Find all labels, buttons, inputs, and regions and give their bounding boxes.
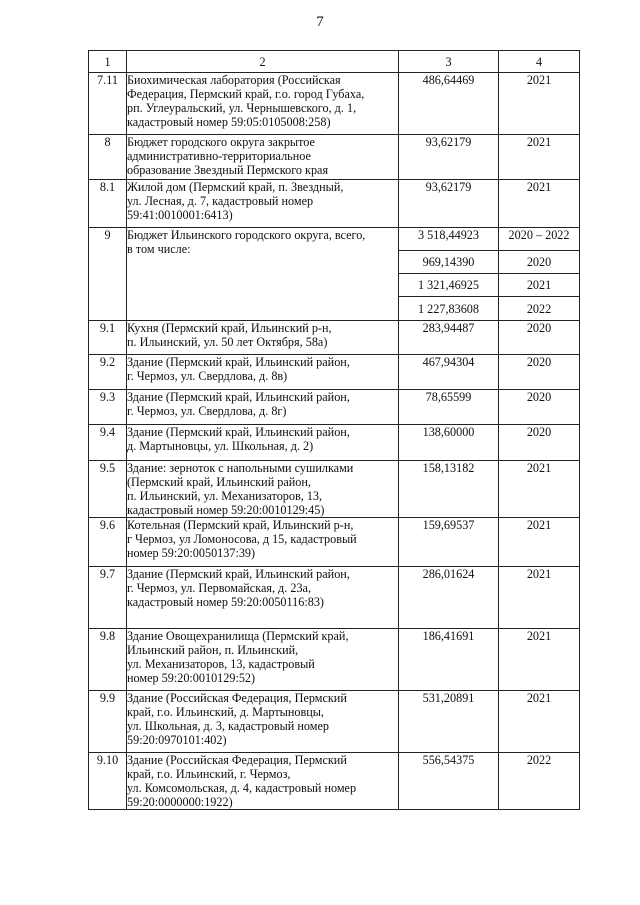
description-line: кадастровый номер 59:20:0050116:83)	[127, 595, 324, 609]
table-row	[89, 518, 580, 567]
description-line: Здание Овощехранилища (Пермский край,	[127, 629, 349, 643]
row-number: 8	[89, 135, 127, 180]
description-line: г. Чермоз, ул. Свердлова, д. 8г)	[127, 404, 287, 418]
description-line: 59:20:0970101:402)	[127, 733, 227, 747]
row-year: 2021	[499, 629, 580, 691]
row-description	[127, 390, 399, 425]
row-description	[127, 567, 399, 629]
description-line: ул. Механизаторов, 13, кадастровый	[127, 657, 315, 671]
description-line: ул. Школьная, д. 3, кадастровый номер	[127, 719, 329, 733]
row-number: 9.2	[89, 355, 127, 390]
table-row	[89, 73, 580, 135]
table-row	[89, 691, 580, 753]
row-amount: 467,94304	[399, 355, 499, 390]
row-amount: 3 518,44923	[399, 228, 499, 251]
row-description	[127, 73, 399, 135]
row-number: 9.5	[89, 461, 127, 518]
data-table	[88, 50, 580, 810]
description-line: административно-территориальное	[127, 149, 311, 163]
sub-year: 2020	[499, 251, 580, 274]
row-year: 2022	[499, 753, 580, 810]
description-line: Бюджет Ильинского городского округа, всего,	[127, 228, 366, 242]
table-row	[89, 461, 580, 518]
sub-amount: 1 321,46925	[399, 274, 499, 297]
description-line: д. Мартыновцы, ул. Школьная, д. 2)	[127, 439, 314, 453]
description-line: г. Чермоз, ул. Свердлова, д. 8в)	[127, 369, 288, 383]
description-line: п. Ильинский, ул. 50 лет Октября, 58а)	[127, 335, 328, 349]
row-amount: 486,64469	[399, 73, 499, 135]
sub-amount: 1 227,83608	[399, 297, 499, 321]
description-line: ул. Лесная, д. 7, кадастровый номер	[127, 194, 314, 208]
row-amount: 93,62179	[399, 135, 499, 180]
description-line: в том числе:	[127, 242, 191, 256]
description-line: Биохимическая лаборатория (Российская	[127, 73, 341, 87]
table-row	[89, 135, 580, 180]
description-line: номер 59:20:0050137:39)	[127, 546, 256, 560]
description-line: рп. Углеуральский, ул. Чернышевского, д. 1,	[127, 101, 357, 115]
description-line: п. Ильинский, ул. Механизаторов, 13,	[127, 489, 323, 503]
description-line: Здание (Пермский край, Ильинский район,	[127, 567, 350, 581]
row-year: 2020 – 2022	[499, 228, 580, 251]
table-row	[89, 753, 580, 810]
description-line: кадастровый номер 59:20:0010129:45)	[127, 503, 325, 517]
row-year: 2021	[499, 73, 580, 135]
description-line: образование Звездный Пермского края	[127, 163, 329, 177]
table-row	[89, 425, 580, 461]
description-line: Здание (Пермский край, Ильинский район,	[127, 425, 350, 439]
description-line: Здание (Пермский край, Ильинский район,	[127, 355, 350, 369]
description-line: 59:20:0000000:1922)	[127, 795, 233, 809]
header-row	[89, 51, 580, 73]
row-number: 9.4	[89, 425, 127, 461]
row-number: 8.1	[89, 180, 127, 228]
description-line: Кухня (Пермский край, Ильинский р-н,	[127, 321, 332, 335]
description-line: Котельная (Пермский край, Ильинский р-н,	[127, 518, 354, 532]
header-cell: 2	[127, 51, 399, 73]
row-amount: 286,01624	[399, 567, 499, 629]
header-cell: 4	[499, 51, 580, 73]
sub-year: 2022	[499, 297, 580, 321]
row-year: 2021	[499, 135, 580, 180]
table-row	[89, 390, 580, 425]
row-amount: 93,62179	[399, 180, 499, 228]
description-line: г Чермоз, ул Ломоносова, д 15, кадастровый	[127, 532, 357, 546]
row-description	[127, 461, 399, 518]
row-description	[127, 321, 399, 355]
row-description	[127, 425, 399, 461]
row-amount: 556,54375	[399, 753, 499, 810]
description-line: номер 59:20:0010129:52)	[127, 671, 256, 685]
description-line: ул. Комсомольская, д. 4, кадастровый номер	[127, 781, 357, 795]
row-amount: 78,65599	[399, 390, 499, 425]
row-number: 9.9	[89, 691, 127, 753]
description-line: г. Чермоз, ул. Первомайская, д. 23а,	[127, 581, 311, 595]
description-line: Ильинский район, п. Ильинский,	[127, 643, 299, 657]
table-row	[89, 629, 580, 691]
sub-year: 2021	[499, 274, 580, 297]
row-amount: 159,69537	[399, 518, 499, 567]
row-number: 7.11	[89, 73, 127, 135]
row-description	[127, 228, 399, 321]
row-number: 9.6	[89, 518, 127, 567]
row-description	[127, 518, 399, 567]
description-line: 59:41:0010001:6413)	[127, 208, 233, 222]
header-cell: 1	[89, 51, 127, 73]
row-amount: 138,60000	[399, 425, 499, 461]
row-number: 9.8	[89, 629, 127, 691]
description-line: Бюджет городского округа закрытое	[127, 135, 315, 149]
row-year: 2021	[499, 691, 580, 753]
table-row	[89, 567, 580, 629]
description-line: край, г.о. Ильинский, г. Чермоз,	[127, 767, 291, 781]
description-line: Здание (Российская Федерация, Пермский	[127, 753, 347, 767]
description-line: Здание: зерноток с напольными сушилками	[127, 461, 354, 475]
row-number: 9.10	[89, 753, 127, 810]
row-year: 2020	[499, 355, 580, 390]
page-number: 7	[316, 14, 324, 30]
row-description	[127, 691, 399, 753]
table-body	[89, 51, 580, 810]
row-year: 2021	[499, 461, 580, 518]
row-amount: 283,94487	[399, 321, 499, 355]
row-number: 9.1	[89, 321, 127, 355]
description-line: Федерация, Пермский край, г.о. город Губаха,	[127, 87, 365, 101]
row-description	[127, 629, 399, 691]
row-description	[127, 355, 399, 390]
description-line: (Пермский край, Ильинский район,	[127, 475, 311, 489]
row-number: 9.3	[89, 390, 127, 425]
row-description	[127, 180, 399, 228]
description-line: Жилой дом (Пермский край, п. Звездный,	[127, 180, 344, 194]
row-year: 2021	[499, 180, 580, 228]
row-amount: 158,13182	[399, 461, 499, 518]
row-year: 2020	[499, 321, 580, 355]
description-line: край, г.о. Ильинский, д. Мартыновцы,	[127, 705, 324, 719]
sub-amount: 969,14390	[399, 251, 499, 274]
table-row	[89, 180, 580, 228]
row-year: 2020	[499, 390, 580, 425]
row-year: 2020	[499, 425, 580, 461]
description-line: кадастровый номер 59:05:0105008:258)	[127, 115, 331, 129]
row-number: 9.7	[89, 567, 127, 629]
table-row	[89, 321, 580, 355]
row-description	[127, 135, 399, 180]
description-line: Здание (Пермский край, Ильинский район,	[127, 390, 350, 404]
table-row	[89, 355, 580, 390]
header-cell: 3	[399, 51, 499, 73]
row-amount: 186,41691	[399, 629, 499, 691]
row-number: 9	[89, 228, 127, 321]
row-description	[127, 753, 399, 810]
description-line: Здание (Российская Федерация, Пермский	[127, 691, 347, 705]
row-amount: 531,20891	[399, 691, 499, 753]
row-year: 2021	[499, 567, 580, 629]
table-row	[89, 228, 580, 251]
row-year: 2021	[499, 518, 580, 567]
